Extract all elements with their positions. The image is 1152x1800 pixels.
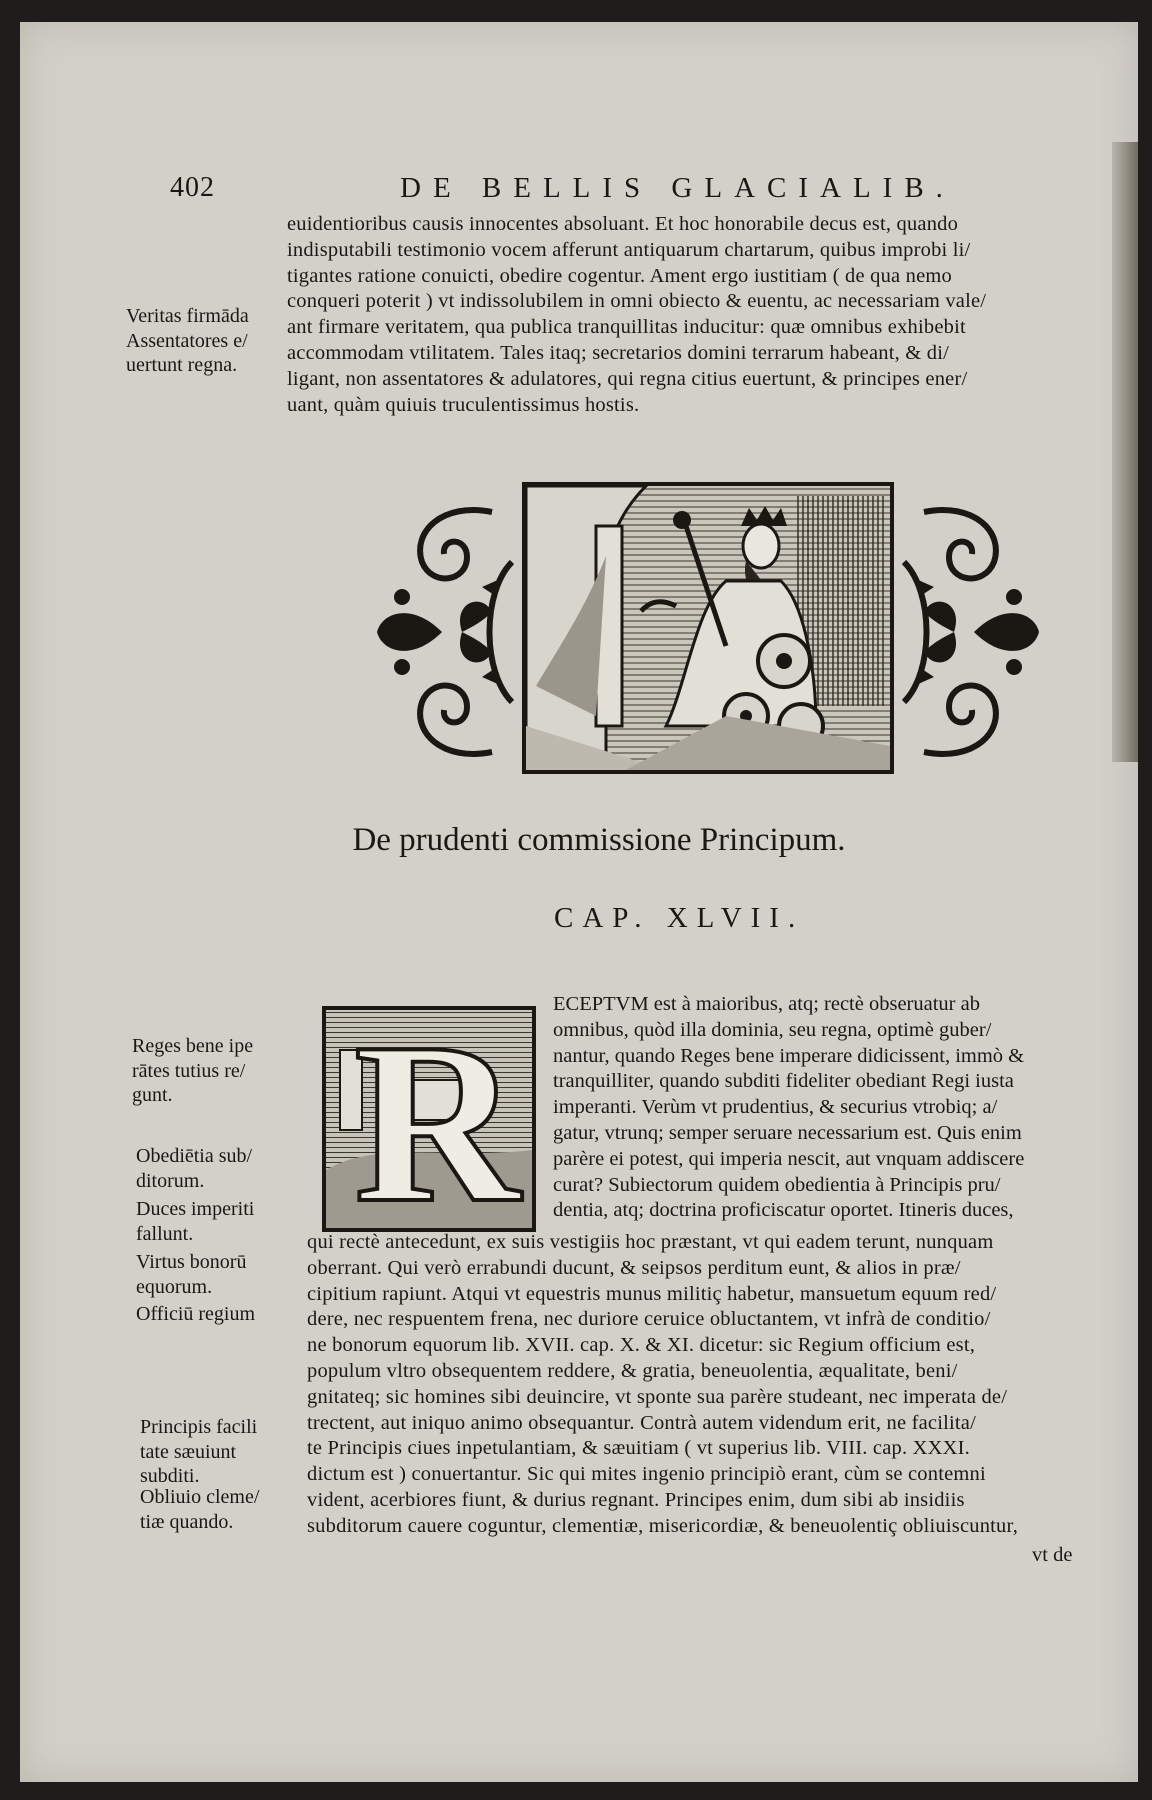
- left-ornament-icon: [372, 492, 520, 772]
- text-line: vident, acerbiores fiunt, & durius regnant. Principes enim, dum sibi ab insidiis: [307, 1488, 965, 1511]
- text-line: accommodam vtilitatem. Tales itaq; secretarios domini terrarum habeant, & di/: [287, 341, 949, 364]
- text-line: curat? Subiectorum quidem obedientia à Principis pru/: [553, 1173, 1001, 1196]
- text-line: qui rectè antecedunt, ex suis vestigiis hoc præstant, vt qui eadem terunt, nunquam: [307, 1231, 994, 1253]
- margin-line: Virtus bonorū: [136, 1251, 247, 1273]
- text-line: ECEPTVM est à maioribus, atq; rectè obseruatur ab: [553, 993, 980, 1015]
- text-line: tigantes ratione conuicti, obedire cogentur. Ament ergo iustitiam ( de qua nemo: [287, 264, 952, 287]
- margin-line: Obediētia sub/: [136, 1145, 253, 1167]
- text-line: gatur, vtrunq; semper seruare necessarium est. Quis enim: [553, 1121, 1022, 1144]
- margin-note-obliuio: [140, 1485, 259, 1534]
- text-line: indisputabili testimonio vocem afferunt antiquarum chartarum, quibus improbi li/: [287, 238, 971, 261]
- margin-line: gunt.: [132, 1084, 173, 1106]
- text-line: omnibus, quòd illa dominia, seu regna, optimè guber/: [553, 1018, 992, 1041]
- margin-line: fallunt.: [136, 1222, 194, 1245]
- chapter-number: CAP. XLVII.: [554, 902, 805, 934]
- enthroned-king-icon: [526, 486, 890, 770]
- margin-note-officium: [136, 1302, 255, 1327]
- text-line: ne bonorum equorum lib. XVII. cap. X. & XI. dicetur: sic Regium officium est,: [307, 1334, 976, 1357]
- margin-line: tiæ quando.: [140, 1510, 234, 1533]
- text-line: gnitateq; sic homines sibi deuincire, vt sponte sua parère studeant, nec imperata de/: [307, 1385, 1008, 1408]
- margin-line: rātes tutius re/: [132, 1059, 246, 1082]
- margin-line: Principis facili: [140, 1416, 258, 1438]
- text-line: nantur, quando Reges bene imperare didicissent, immò &: [553, 1044, 1025, 1067]
- chapter-title: De prudenti commissione Principum.: [352, 822, 846, 858]
- margin-line: Obliuio cleme/: [140, 1486, 260, 1508]
- text-line: dentia, atq; doctrina proficiscatur oportet. Itineris duces,: [553, 1199, 1014, 1222]
- main-paragraph: [307, 1230, 1105, 1540]
- margin-line: ditorum.: [136, 1169, 205, 1192]
- text-line: ligant, non assentatores & adulatores, qui regna citius euertunt, & principes ener/: [287, 367, 968, 390]
- text-line: dere, nec respuentem frena, nec duriore ceruice obluctantem, vt infrà de conditio/: [307, 1308, 991, 1331]
- margin-line: uertunt regna.: [126, 354, 238, 376]
- right-ornament-icon: [896, 492, 1044, 772]
- margin-line: Assentatores e/: [126, 329, 248, 352]
- margin-note-veritas: [126, 304, 249, 378]
- catchword: vt de: [1032, 1544, 1073, 1566]
- top-paragraph: [287, 212, 1102, 418]
- margin-line: Veritas firmāda: [126, 305, 249, 327]
- running-head: [20, 172, 1138, 212]
- page-number: 402: [170, 172, 215, 203]
- binding-edge: [1112, 142, 1138, 762]
- margin-line: tate sæuiunt: [140, 1440, 237, 1463]
- decorated-initial: [322, 1006, 536, 1232]
- initial-letter: R: [354, 1006, 521, 1232]
- margin-note-virtus: [136, 1250, 246, 1299]
- woodcut-illustration: [522, 482, 894, 774]
- text-line: ant firmare veritatem, qua publica tranquillitas inducitur: quæ omnibus exhibebit: [287, 316, 966, 339]
- margin-line: equorum.: [136, 1275, 213, 1298]
- text-line: conqueri poterit ) vt indissolubilem in omni obiecto & euentu, ac necessariam vale/: [287, 290, 987, 313]
- running-title: DE BELLIS GLACIALIB.: [400, 172, 955, 204]
- text-line: trectent, aut iniquo animo obsequantur. Contrà autem videndum erit, ne facilita/: [307, 1411, 976, 1434]
- margin-note-obedientia: [136, 1144, 252, 1193]
- margin-line: subditi.: [140, 1465, 200, 1487]
- text-line: oberrant. Qui verò errabundi ducunt, & seipsos perditum eunt, & alios in præ/: [307, 1256, 961, 1279]
- book-page: [20, 22, 1138, 1782]
- margin-line: Duces imperiti: [136, 1198, 255, 1220]
- margin-line: Officiū regium: [136, 1303, 256, 1325]
- text-line: uant, quàm quiuis truculentissimus hostis.: [287, 393, 640, 416]
- text-line: imperanti. Verùm vt prudentius, & securius vtrobiq; a/: [553, 1096, 998, 1119]
- text-line: parère ei potest, qui imperia nescit, aut vnquam addiscere: [553, 1147, 1025, 1170]
- initial-paragraph: [553, 992, 1108, 1224]
- text-line: euidentioribus causis innocentes absoluant. Et hoc honorabile decus est, quando: [287, 213, 959, 235]
- text-line: te Principis ciues inpetulantiam, & sæuitiam ( vt superius lib. VIII. cap. XXXI.: [307, 1437, 970, 1460]
- margin-line: Reges bene ipe: [132, 1035, 254, 1057]
- text-line: dictum est ) conuertantur. Sic qui mites ingenio principiò erant, cùm se contemni: [307, 1463, 986, 1486]
- text-line: tranquilliter, quando subditi fideliter obediant Regi iusta: [553, 1070, 1014, 1093]
- margin-note-reges: [132, 1034, 253, 1108]
- text-line: cipitium rapiunt. Atqui vt equestris munus militiç habetur, mansuetum equum red/: [307, 1282, 997, 1305]
- margin-note-principis: [140, 1415, 257, 1489]
- text-line: populum vltro obsequentem reddere, & gratia, beneuolentia, æqualitate, beni/: [307, 1359, 958, 1382]
- text-line: subditorum cauere coguntur, clementiæ, misericordiæ, & beneuolentiç obliuiscuntur,: [307, 1514, 1019, 1537]
- margin-note-duces: [136, 1197, 254, 1246]
